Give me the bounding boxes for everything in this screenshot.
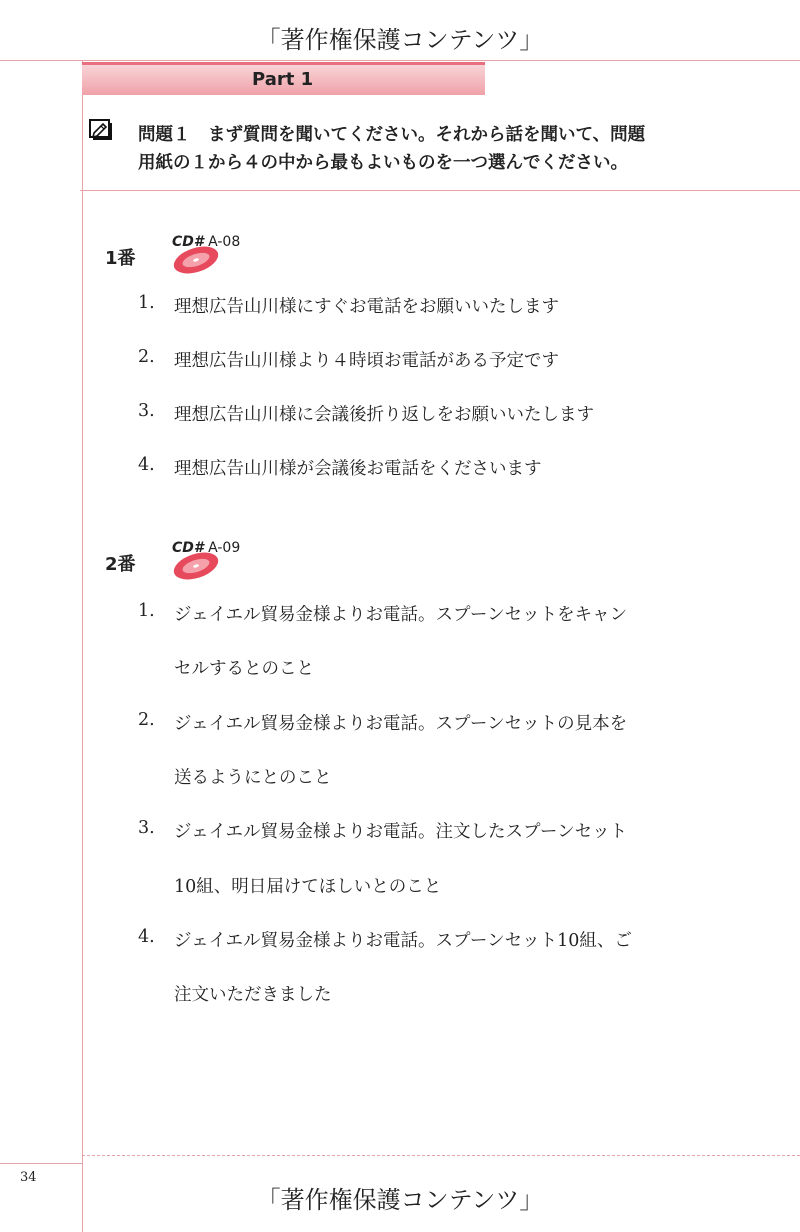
choice-text: ジェイエル貿易金様よりお電話。スプーンセット10組、ご (174, 931, 632, 951)
choice-number: 2. (138, 347, 155, 367)
page-number: 34 (20, 1170, 37, 1185)
choice-text: 注文いただきました (174, 985, 332, 1005)
choice-text: 理想広告山川様が会議後お電話をくださいます (174, 459, 542, 479)
choice-number: 3. (138, 401, 155, 421)
top-rule (0, 60, 800, 61)
cd-prefix: CD# (172, 234, 204, 250)
choice-number: 2. (138, 710, 155, 730)
choice-number: 1. (138, 601, 155, 621)
choice-number: 4. (138, 927, 155, 947)
choice-text: ジェイエル貿易金様よりお電話。スプーンセットをキャン (174, 605, 628, 625)
footer-dashed-rule (82, 1155, 800, 1156)
choice-text: 送るようにとのこと (174, 768, 332, 788)
part-header (82, 62, 485, 95)
cd-track-badge (172, 540, 242, 582)
choice-text: 理想広告山川様にすぐお電話をお願いいたします (174, 297, 559, 317)
cd-prefix: CD# (172, 540, 204, 556)
page-number-rule (0, 1163, 82, 1164)
instruction-rule (80, 190, 800, 191)
pencil-icon (88, 118, 114, 142)
choice-number: 1. (138, 293, 155, 313)
choice-number: 3. (138, 818, 155, 838)
cd-track-badge (172, 234, 242, 276)
question-1-label: 1番 (105, 248, 136, 269)
choice-text: 理想広告山川様に会議後折り返しをお願いいたします (174, 405, 594, 425)
instruction-line-2: 用紙の１から４の中から最もよいものを一つ選んでください。 (138, 153, 628, 173)
choice-text: ジェイエル貿易金様よりお電話。スプーンセットの見本を (174, 714, 628, 734)
margin-rule (82, 60, 83, 1232)
choice-text: 10組、明日届けてほしいとのこと (174, 877, 442, 897)
watermark-bottom: 「著作権保護コンテンツ」 (256, 1186, 544, 1214)
choice-text: 理想広告山川様より４時頃お電話がある予定です (174, 351, 559, 371)
watermark-top: 「著作権保護コンテンツ」 (256, 26, 544, 54)
choice-text: ジェイエル貿易金様よりお電話。注文したスプーンセット (174, 822, 628, 842)
instruction-line-1: 問題１ まず質問を聞いてください。それから話を聞いて、問題 (138, 125, 646, 145)
cd-track-number: A-09 (208, 540, 241, 556)
part-title: Part 1 (252, 69, 314, 90)
choice-text: セルするとのこと (174, 659, 314, 679)
choice-number: 4. (138, 455, 155, 475)
cd-track-number: A-08 (208, 234, 241, 250)
question-2-label: 2番 (105, 554, 136, 575)
